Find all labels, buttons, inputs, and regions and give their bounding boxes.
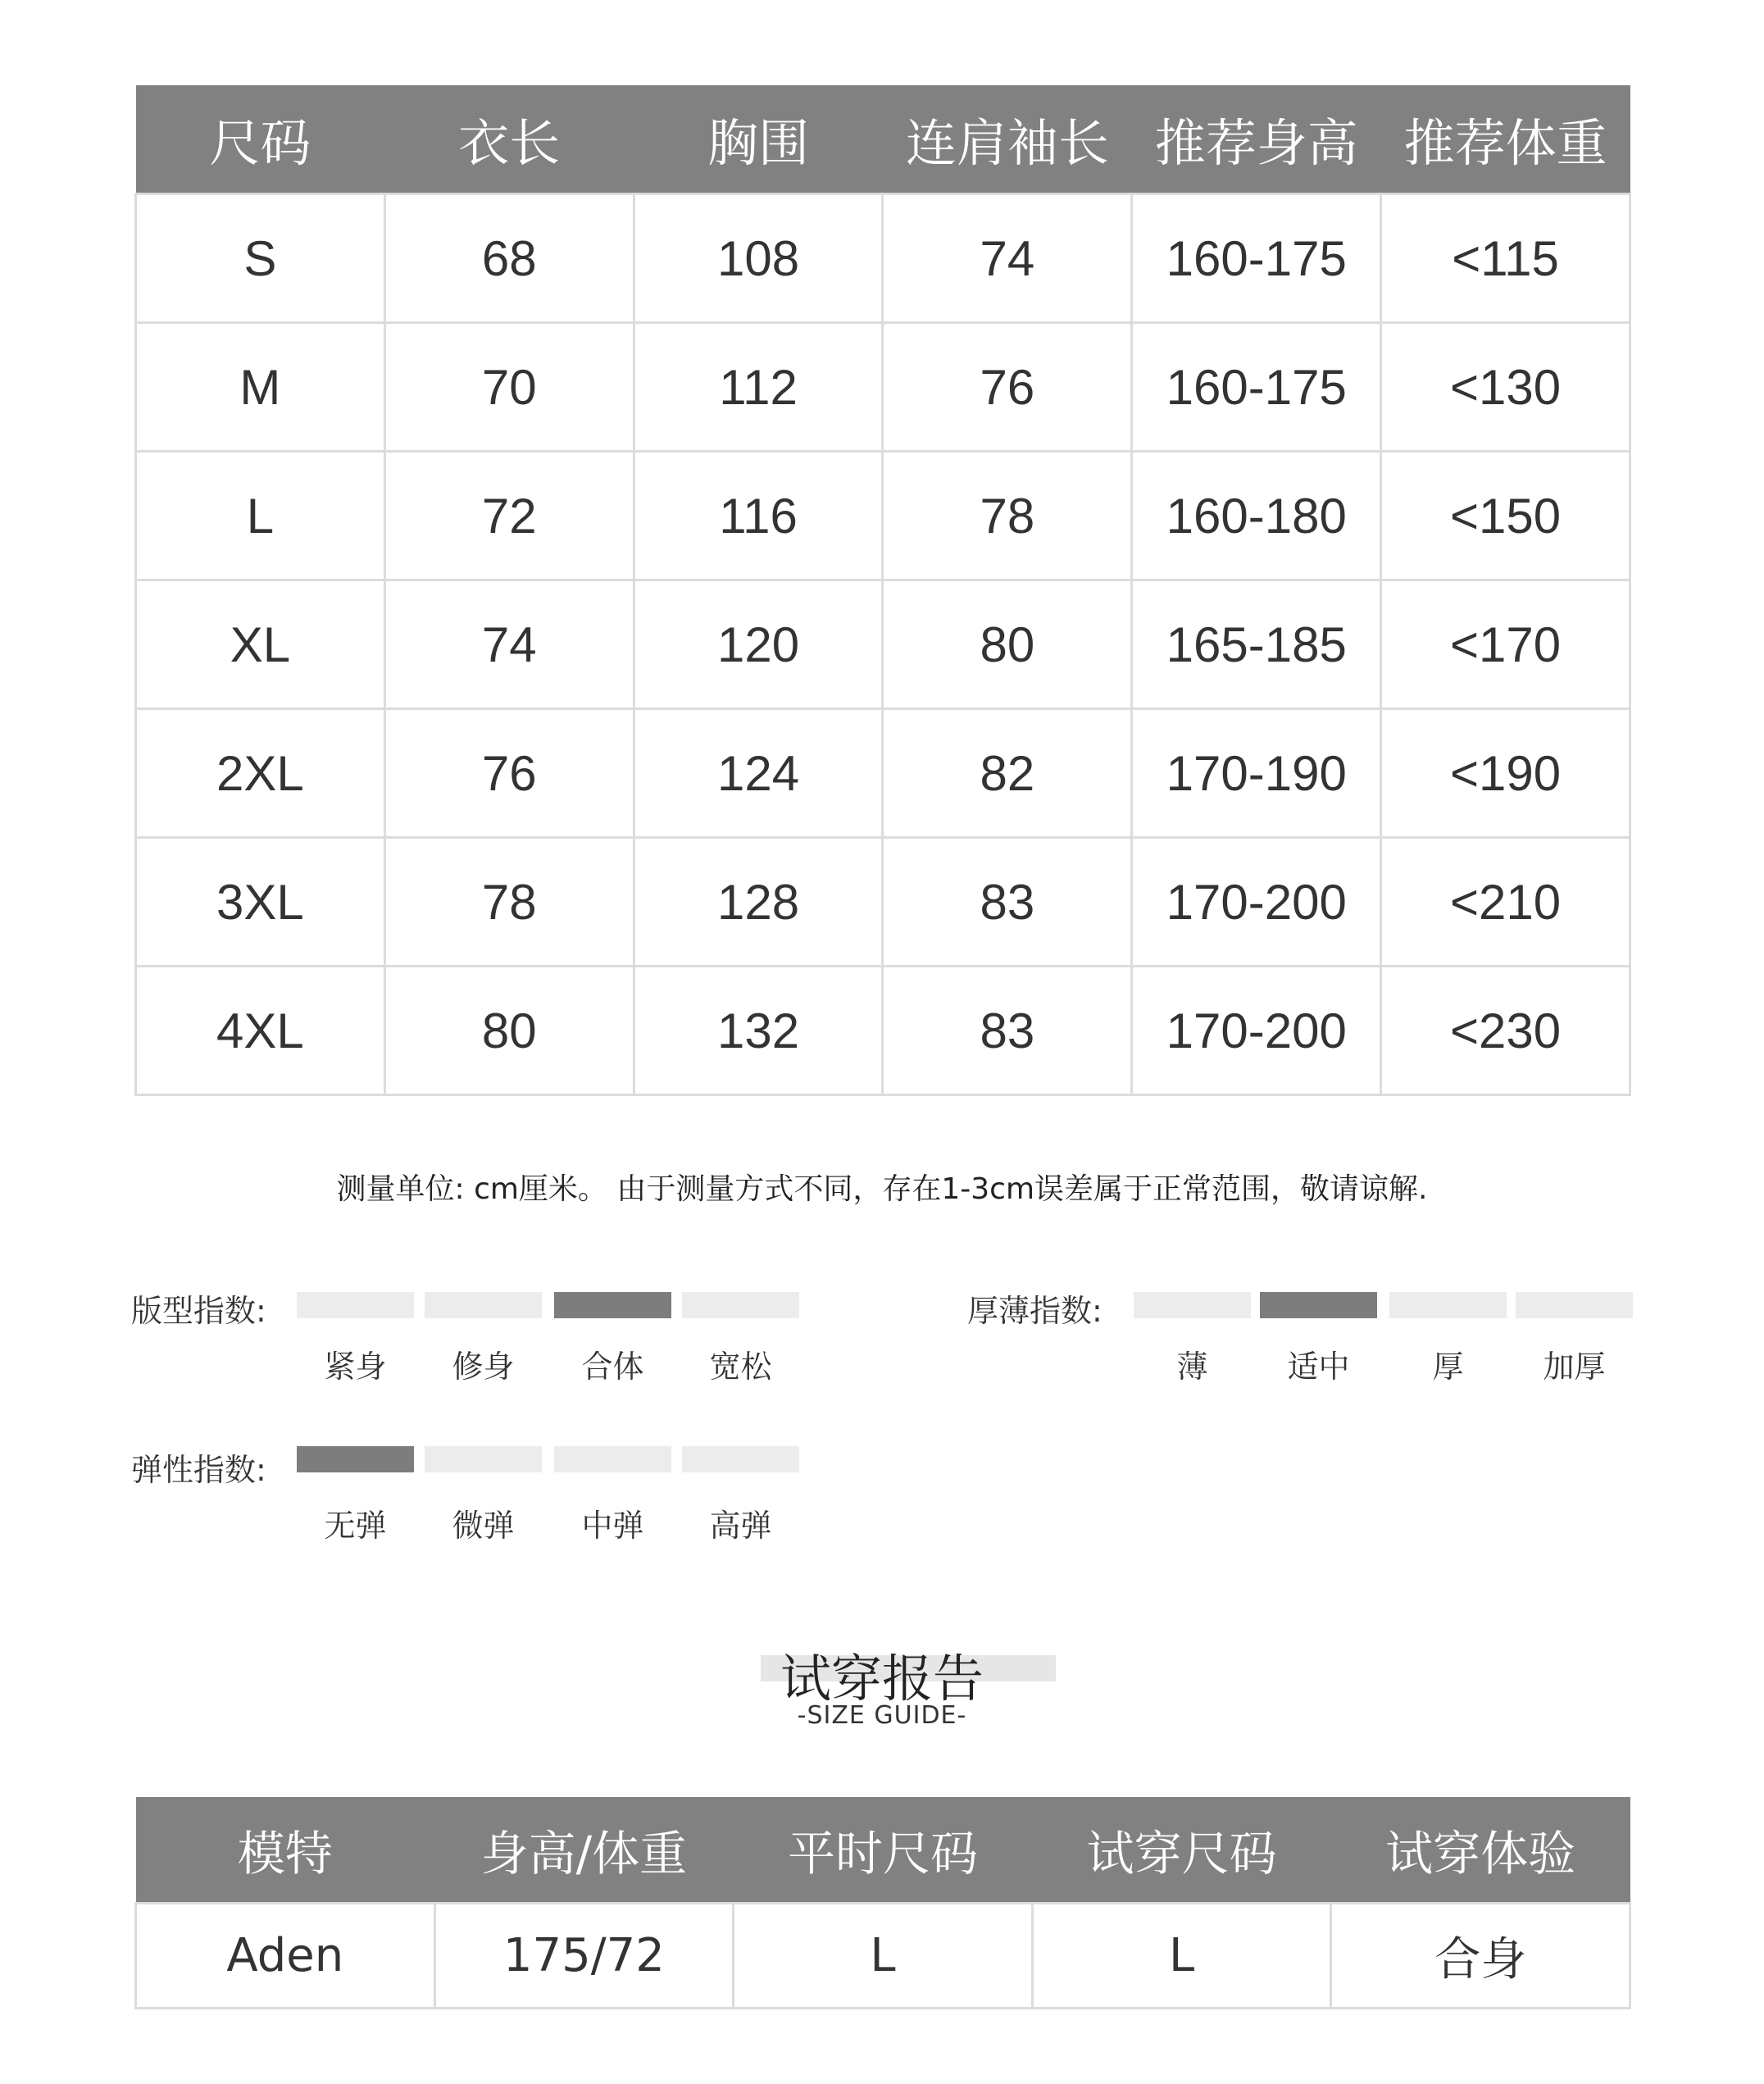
table-row [136,323,1630,452]
table-row [136,838,1630,967]
cell-height: 160-175 [1132,323,1381,452]
cell-weight: <190 [1381,709,1630,838]
cell-chest: 112 [634,323,883,452]
cell-height: 160-180 [1132,452,1381,580]
cell-height: 170-190 [1132,709,1381,838]
fit-bar-1 [297,1292,414,1318]
section-subtitle: -SIZE GUIDE- [797,1701,967,1730]
cell-sleeve: 76 [883,323,1132,452]
table-row [136,452,1630,580]
header-model: 模特 [136,1797,435,1904]
header-tried-size: 试穿尺码 [1032,1797,1331,1904]
cell-size: 4XL [136,967,385,1095]
cell-weight: <130 [1381,323,1630,452]
fit-index-label: 版型指数: [131,1293,266,1329]
cell-size: XL [136,580,385,709]
cell-size: M [136,323,385,452]
cell-weight: <150 [1381,452,1630,580]
fitting-report-table [134,1797,1631,2009]
table-row [136,967,1630,1095]
header-length: 衣长 [384,85,634,194]
size-chart-header-row [136,85,1630,194]
cell-chest: 116 [634,452,883,580]
cell-chest: 120 [634,580,883,709]
fit-option-2: 修身 [452,1349,515,1385]
thickness-bar-3 [1389,1292,1507,1318]
cell-weight: <170 [1381,580,1630,709]
fit-option-3: 合体 [581,1349,644,1385]
cell-sleeve: 83 [883,838,1132,967]
cell-experience: 合身 [1331,1904,1630,2009]
cell-weight: <115 [1381,194,1630,323]
cell-sleeve: 80 [883,580,1132,709]
thickness-bar-4 [1516,1292,1633,1318]
elasticity-bar-2 [425,1446,542,1472]
elasticity-index-label: 弹性指数: [131,1452,266,1488]
thickness-option-1: 薄 [1176,1349,1208,1385]
cell-model: Aden [136,1904,435,2009]
cell-length: 70 [384,323,634,452]
header-size: 尺码 [136,85,385,194]
thickness-option-4: 加厚 [1543,1349,1606,1385]
header-experience: 试穿体验 [1331,1797,1630,1904]
elasticity-bar-3 [554,1446,671,1472]
elasticity-bar-4 [682,1446,799,1472]
cell-sleeve: 83 [883,967,1132,1095]
fitting-header-row [136,1797,1630,1904]
cell-weight: <230 [1381,967,1630,1095]
cell-height: 165-185 [1132,580,1381,709]
header-chest: 胸围 [634,85,883,194]
cell-sleeve: 78 [883,452,1132,580]
fit-bar-3-selected [554,1292,671,1318]
cell-weight: <210 [1381,838,1630,967]
cell-length: 74 [384,580,634,709]
cell-length: 68 [384,194,634,323]
cell-height: 170-200 [1132,967,1381,1095]
cell-height: 160-175 [1132,194,1381,323]
header-sleeve: 连肩袖长 [883,85,1132,194]
fit-option-1: 紧身 [324,1349,387,1385]
elasticity-bar-1-selected [297,1446,414,1472]
cell-size: 2XL [136,709,385,838]
elasticity-option-4: 高弹 [709,1508,772,1544]
cell-sleeve: 74 [883,194,1132,323]
header-height: 推荐身高 [1132,85,1381,194]
cell-chest: 124 [634,709,883,838]
table-row [136,709,1630,838]
fit-bar-4 [682,1292,799,1318]
cell-size: S [136,194,385,323]
fit-bar-2 [425,1292,542,1318]
thickness-option-3: 厚 [1432,1349,1464,1385]
cell-size: L [136,452,385,580]
thickness-bar-2-selected [1260,1292,1377,1318]
cell-chest: 132 [634,967,883,1095]
cell-height: 170-200 [1132,838,1381,967]
cell-usual-size: L [734,1904,1033,2009]
cell-chest: 108 [634,194,883,323]
elasticity-option-2: 微弹 [452,1508,515,1544]
header-weight: 推荐体重 [1381,85,1630,194]
cell-length: 78 [384,838,634,967]
header-usual-size: 平时尺码 [734,1797,1033,1904]
header-height-weight: 身高/体重 [434,1797,734,1904]
section-title: 试穿报告 [780,1649,984,1709]
cell-chest: 128 [634,838,883,967]
table-row [136,1904,1630,2009]
elasticity-option-3: 中弹 [581,1508,644,1544]
cell-tried-size: L [1032,1904,1331,2009]
table-row [136,194,1630,323]
cell-height-weight: 175/72 [434,1904,734,2009]
measurement-note: 测量单位: cm厘米。 由于测量方式不同，存在1-3cm误差属于正常范围，敬请谅解. [336,1172,1428,1206]
elasticity-option-1: 无弹 [324,1508,387,1544]
cell-size: 3XL [136,838,385,967]
table-row [136,580,1630,709]
thickness-bar-1 [1134,1292,1251,1318]
thickness-option-2: 适中 [1287,1349,1350,1385]
cell-length: 80 [384,967,634,1095]
cell-length: 72 [384,452,634,580]
size-chart-table [134,85,1631,1096]
thickness-index-label: 厚薄指数: [967,1293,1102,1329]
cell-length: 76 [384,709,634,838]
cell-sleeve: 82 [883,709,1132,838]
fit-option-4: 宽松 [709,1349,772,1385]
